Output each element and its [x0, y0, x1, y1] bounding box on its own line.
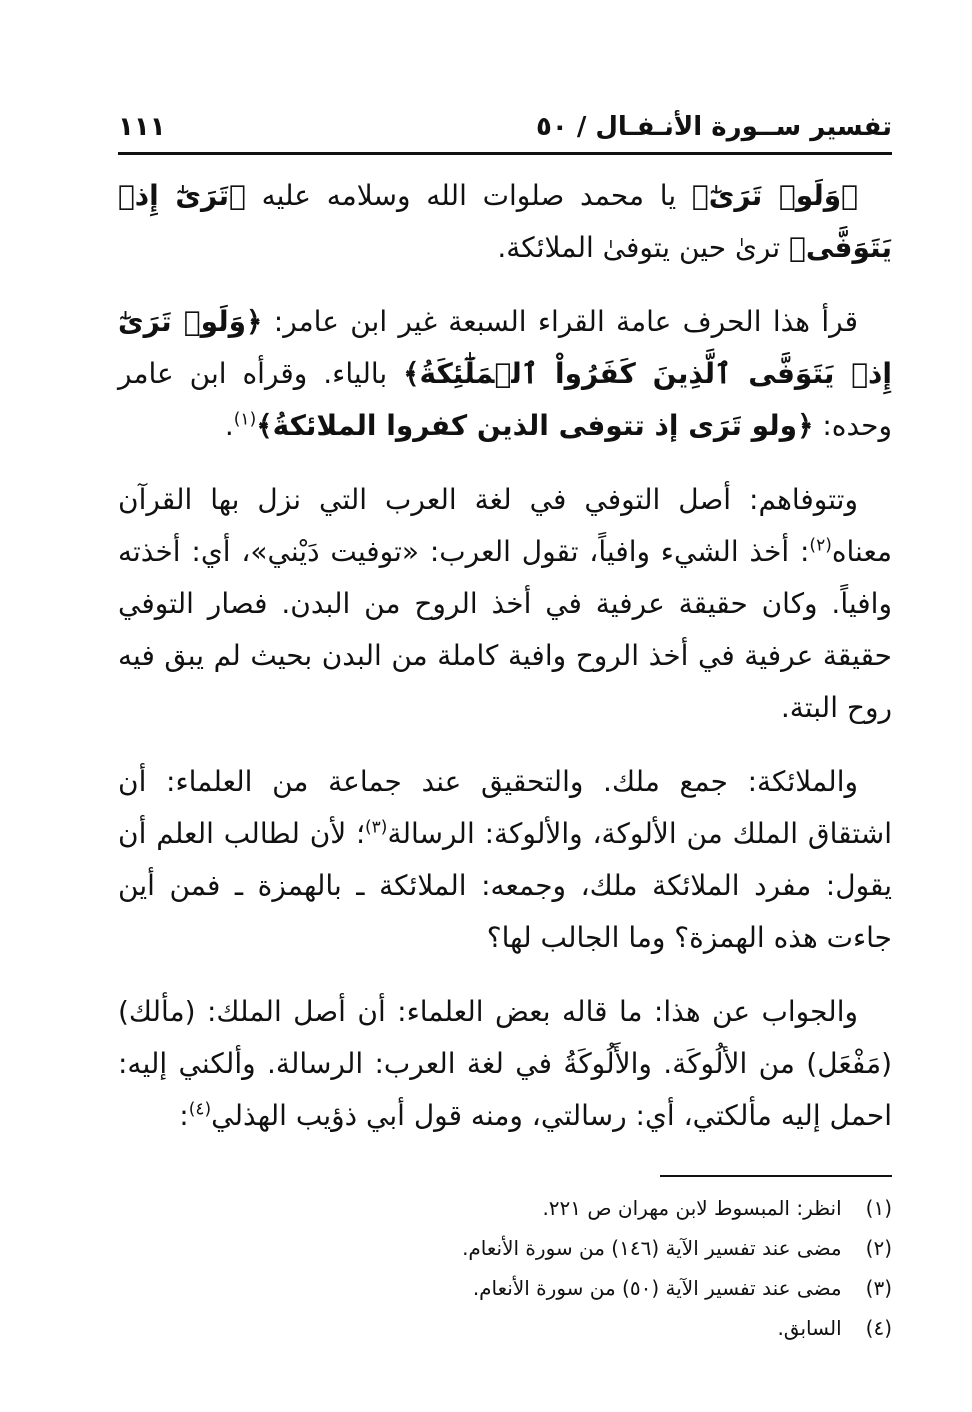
quran-verse: ﴿ولو تَرَى إذ تتوفى الذين كفروا الملائكةُ﴾ [256, 409, 814, 442]
main-text [118, 170, 892, 1164]
footnote-text: مضى عند تفسير الآية (١٤٦) من سورة الأنعام. [462, 1236, 842, 1260]
text-run: : أخذ الشيء وافياً، تقول العرب: «توفيت دَيْني»، أي: أخذته وافياً. وكان حقيقة عرفية في أخذ الروح من البدن. فصار التوفي حقيقة عرفية في أخذ الروح وافية كاملة من البدن بحيث لم يبق فيه روح البتة. [118, 535, 892, 724]
text-run: : [179, 1099, 189, 1132]
footnote [118, 1228, 892, 1268]
footnote-number: (٣) [865, 1276, 892, 1300]
footnote-text: انظر: المبسوط لابن مهران ص ٢٢١. [542, 1196, 842, 1220]
footnote [118, 1268, 892, 1308]
paragraph [118, 474, 892, 734]
footnote-divider [660, 1175, 892, 1177]
footnote-reference: (١) [233, 409, 257, 430]
quran-verse: ﴿تَرَىٰٓ إِذۡ يَتَوَفَّى﴾ [118, 179, 892, 264]
running-title: تفسير ســورة الأنـفـال / ٥٠ [536, 112, 892, 142]
text-run: بالياء. وقرأه ابن عامر وحده: [118, 357, 892, 442]
footnote-reference: (٤) [188, 1099, 212, 1120]
footnote-number: (٤) [865, 1316, 892, 1340]
quran-verse: ﴿وَلَوۡ تَرَىٰٓ إِذۡ يَتَوَفَّى ٱلَّذِينَ كَفَرُواْ ٱلۡمَلَٰٓئِكَةُ﴾ [118, 305, 892, 390]
text-run: ؛ لأن لطالب العلم أن يقول: مفرد الملائكة ملك، وجمعه: الملائكة ـ بالهمزة ـ فمن أين جاءت هذه الهمزة؟ وما الجالب لها؟ [118, 817, 892, 954]
paragraph [118, 170, 892, 274]
text-run: قرأ هذا الحرف عامة القراء السبعة غير ابن عامر: [262, 305, 858, 338]
quran-verse: ﴿وَلَوۡ تَرَىٰٓ﴾ [691, 179, 858, 212]
text-run: والملائكة: جمع ملك. والتحقيق عند جماعة من العلماء: أن اشتقاق الملك من الألوكة، والألوكة: الرسالة [118, 765, 893, 850]
footnote-text: مضى عند تفسير الآية (٥٠) من سورة الأنعام. [472, 1276, 842, 1300]
paragraph [118, 296, 892, 452]
page-number: ١١١ [118, 112, 166, 142]
text-run: وتتوفاهم: أصل التوفي في لغة العرب التي نزل بها القرآن معناه [118, 483, 892, 568]
header-divider [118, 152, 892, 155]
text-run: . [224, 409, 234, 442]
footnote-reference: (٢) [809, 535, 832, 556]
footnote-number: (١) [865, 1196, 892, 1220]
footnotes [118, 1188, 892, 1348]
footnote [118, 1188, 892, 1228]
footnote-text: السابق. [777, 1316, 842, 1340]
text-run: والجواب عن هذا: ما قاله بعض العلماء: أن أصل الملك: (مألك) (مَفْعَل) من الألُوكَة. والأَلُوكَةُ في لغة العرب: الرسالة. وألكني إليه: احمل إليه مألكتي، أي: رسالتي، ومنه قول أبي ذؤيب الهذلي [118, 995, 892, 1132]
paragraph [118, 986, 892, 1142]
paragraph [118, 756, 892, 964]
text-run: يا محمد صلوات الله وسلامه عليه [245, 179, 692, 212]
page-header [118, 108, 892, 154]
footnote-number: (٢) [865, 1236, 892, 1260]
text-run: ترىٰ حين يتوفىٰ الملائكة. [497, 231, 790, 264]
footnote-reference: (٣) [365, 817, 388, 838]
footnote [118, 1308, 892, 1348]
